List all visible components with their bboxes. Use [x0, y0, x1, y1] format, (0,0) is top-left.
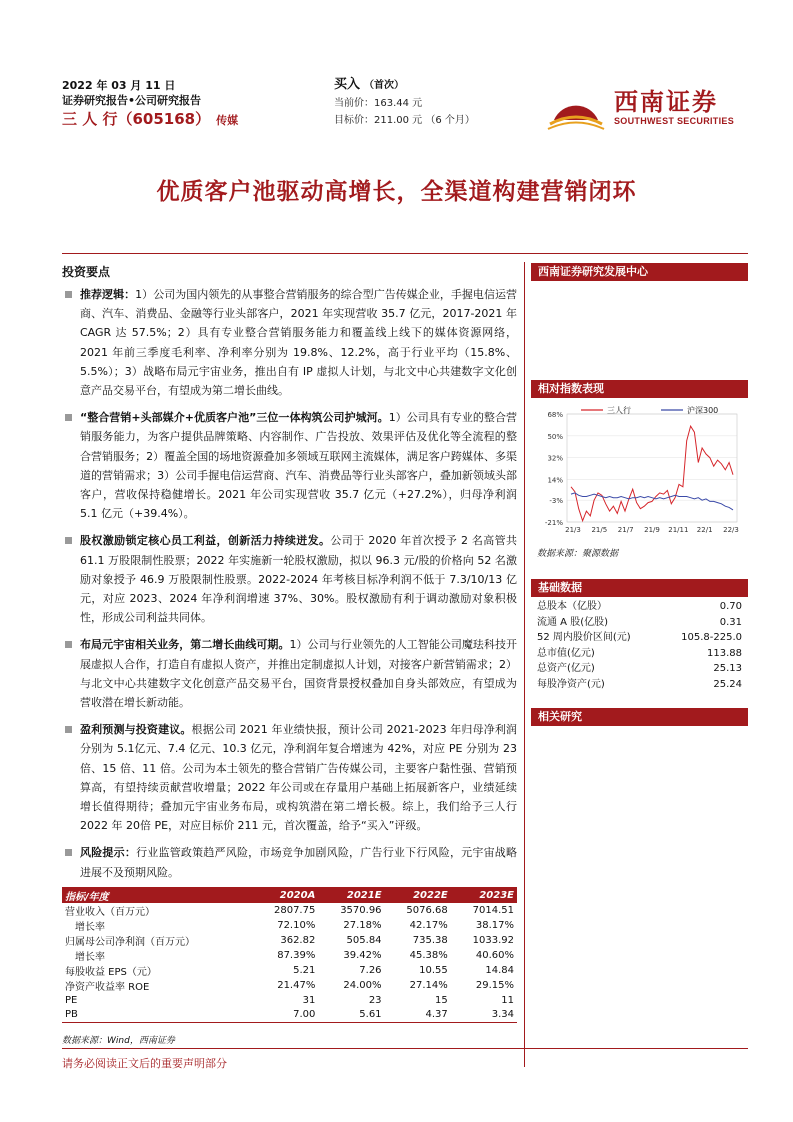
- list-item: [537, 599, 742, 615]
- bullet-body: 1）公司与行业领先的人工智能公司魔珐科技开展虚拟人合作，打造自有虚拟人资产，并推出定制虚拟人计划，对接客户新营销需求；2）与北文中心共建数字文化创意产品交易平台，国资背景授权叠加自身头部效应，有望成为营收潜在增长新动能。: [80, 638, 518, 710]
- table-cell: 38.17%: [475, 920, 514, 931]
- table-cell: 5076.68: [406, 905, 448, 916]
- basic-label: 总资产(亿元): [537, 663, 595, 675]
- table-row: [62, 948, 517, 963]
- bullet-marker-icon: [65, 849, 72, 856]
- list-item: [537, 630, 742, 646]
- title-divider: [62, 253, 748, 254]
- table-header-cell: 2020A: [252, 887, 318, 903]
- bullet-body: 公司于 2020 年首次授予 2 名高管共 61.1 万股限制性股票；2022 年实施新一轮股权激励，拟以 96.3 元/股的价格向 52 名激励对象授予 46.9 万股限制性股票。2022-2024 年考核目标净利润不低于 7.3/10/13 亿元，对应 2023、2024 年净利润增速 37%、30%。股权激励有利于调动激励对象积极性，形成公司利益共同体。: [80, 534, 518, 625]
- table-cell: 7.00: [252, 1008, 318, 1023]
- table-row: [62, 903, 517, 918]
- chart-svg: [531, 400, 748, 540]
- bullet-body: 根据公司 2021 年业绩快报，预计公司 2021-2023 年归母净利润分别为 5.1亿元、7.4 亿元、10.3 亿元，净利润年复合增速为 42%，对应 PE 分别为 23 倍、15 倍、11 倍。公司为本土领先的整合营销广告传媒公司，主要客户黏性强、营销预算高，有望持续贡献营收增量；2022 年公司或在存量用户基础上拓展新客户，业绩延续增长值得期待；叠加元宇宙业务布局，或构筑潜在第二增长极。综上，我们给予三人行 2022 年 20倍 PE，对应目标价 211 元，首次覆盖，给予“买入”评级。: [80, 723, 518, 833]
- table-cell: 3570.96: [340, 905, 382, 916]
- basic-label: 52 周内股价区间(元): [537, 632, 631, 644]
- footer-divider: [62, 1048, 748, 1049]
- list-item: [537, 661, 742, 677]
- bullet-moat: [62, 408, 517, 523]
- basic-value: 105.8-225.0: [681, 632, 742, 644]
- basic-value: 0.31: [719, 616, 742, 628]
- legend-label: 沪深300: [687, 406, 719, 415]
- table-cell: 3.34: [451, 1008, 517, 1023]
- table-row: [62, 1008, 517, 1023]
- page-title: 优质客户池驱动高增长，全渠道构建营销闭环: [156, 179, 637, 205]
- basic-data-list: [537, 599, 742, 693]
- table-cell: 42.17%: [409, 920, 448, 931]
- key-points: [62, 285, 517, 890]
- bullet-forecast: [62, 720, 517, 835]
- bullet-marker-icon: [65, 414, 72, 421]
- legend-label: 三人行: [607, 406, 631, 415]
- bullet-equity-incentive: [62, 531, 517, 627]
- table-cell: 72.10%: [277, 920, 316, 931]
- table-cell: 1033.92: [472, 935, 514, 946]
- report-type: 证券研究报告•公司研究报告: [62, 94, 202, 107]
- table-cell: 4.37: [385, 1008, 451, 1023]
- bullet-risk: [62, 843, 517, 881]
- row-label: 营业收入（百万元）: [65, 907, 155, 918]
- table-cell: 23: [368, 994, 382, 1006]
- bullet-head: 风险提示：: [80, 846, 137, 860]
- logo-text-cn: 西南证券: [614, 87, 718, 116]
- table-cell: 87.39%: [277, 950, 316, 961]
- basic-label: 总市值(亿元): [537, 647, 595, 659]
- table-header-cell: 指标/年度: [62, 887, 252, 903]
- bullet-marker-icon: [65, 537, 72, 544]
- table-cell: 11: [501, 994, 514, 1006]
- y-tick-label: -21%: [544, 519, 563, 527]
- x-tick-label: 21/5: [591, 526, 608, 534]
- x-tick-label: 21/9: [644, 526, 660, 534]
- bullet-recommendation: [62, 285, 517, 400]
- y-tick-label: -3%: [549, 497, 563, 506]
- y-tick-label: 50%: [547, 432, 563, 441]
- table-cell: 31: [302, 994, 316, 1006]
- rating: [334, 76, 544, 95]
- rating-note: （首次）: [364, 80, 405, 91]
- bullet-metaverse: [62, 635, 517, 712]
- brand-logo: [546, 80, 746, 132]
- bullet-body: 1）公司为国内领先的从事整合营销服务的综合型广告传媒企业，手握电信运营商、汽车、消费品、金融等行业头部客户，2021 年实现营收 35.7 亿元，2017-2021 年 CAGR 达 57.5%；2）具有专业整合营销服务能力和覆盖线上线下的媒体资源网络，2021 年前三季度毛利率、净利率分别为 19.8%、12.2%，高于行业平均（15.8%、5.5%）；3）战略布局元宇宙业务，推出自有 IP 虚拟人计划，与北文中心共建数字文化创意产品交易平台，有望成为第二增长曲线。: [80, 288, 518, 398]
- industry-tag: 传媒: [216, 114, 239, 127]
- basic-label: 总股本（亿股）: [537, 601, 607, 612]
- basic-value: 25.13: [713, 663, 742, 675]
- table-cell: 14.84: [485, 965, 514, 976]
- chart-heading-bar: 相对指数表现: [531, 380, 748, 398]
- rating-label: 买入: [334, 77, 361, 92]
- table-header-cell: 2022E: [385, 887, 451, 903]
- bullet-body: 1）公司具有专业的整合营销服务能力，为客户提供品牌策略、内容制作、广告投放、效果评估及优化等全流程的整合营销服务；2）覆盖全国的场地资源叠加多领域互联网主流媒体，满足客户跨媒体、多渠道的营销需求；3）公司手握电信运营商、汽车、消费品等行业头部客户，叠加新领域头部客户，营收保持稳健增长。2021 年公司实现营收 35.7 亿元（+27.2%），归母净利润 5.1 亿元（+39.4%）。: [80, 411, 517, 521]
- table-cell: 7.26: [359, 965, 382, 976]
- table-cell: 39.42%: [343, 950, 382, 961]
- logo-text-en: SOUTHWEST SECURITIES: [614, 116, 735, 126]
- table-cell: 5.61: [318, 1008, 384, 1023]
- current-price: 当前价：163.44 元: [334, 98, 423, 109]
- row-label: PB: [62, 1008, 252, 1023]
- report-meta: [62, 78, 322, 132]
- rating-block: [334, 76, 544, 129]
- section-heading: 投资要点: [62, 265, 111, 279]
- row-label: 每股收益 EPS（元）: [65, 967, 157, 978]
- row-label: 归属母公司净利润（百万元）: [65, 937, 195, 948]
- company-line: [62, 108, 322, 132]
- list-item: [537, 615, 742, 631]
- table-row: [62, 993, 517, 1008]
- series-line-stock: [571, 426, 733, 521]
- table-header-row: [62, 887, 517, 903]
- bullet-marker-icon: [65, 291, 72, 298]
- report-date: 2022 年 03 月 11 日: [62, 79, 176, 92]
- table-cell: 24.00%: [343, 980, 382, 991]
- bullet-head: 布局元宇宙相关业务，第二增长曲线可期。: [80, 638, 290, 652]
- target-price: 目标价：211.00 元 （6 个月）: [334, 115, 475, 126]
- basic-value: 25.24: [713, 678, 742, 690]
- logo-emblem-icon: [546, 80, 606, 132]
- table-cell: 10.55: [419, 965, 448, 976]
- table-cell: 7014.51: [472, 905, 514, 916]
- x-tick-label: 22/1: [696, 526, 713, 534]
- bullet-marker-icon: [65, 641, 72, 648]
- table-cell: 2807.75: [273, 905, 316, 916]
- basic-label: 每股净资产(元): [537, 678, 605, 690]
- x-tick-label: 22/3: [723, 526, 739, 534]
- y-tick-label: 14%: [547, 476, 563, 485]
- table-cell: 27.18%: [343, 920, 382, 931]
- bullet-head: 盈利预测与投资建议。: [80, 723, 192, 737]
- basic-label: 流通 A 股(亿股): [537, 616, 609, 628]
- financial-forecast-table: [62, 887, 517, 1023]
- table-cell: 21.47%: [277, 980, 316, 991]
- row-label: 净资产收益率 ROE: [65, 982, 150, 993]
- footer-disclaimer: 请务必阅读正文后的重要声明部分: [62, 1057, 227, 1070]
- bullet-head: 股权激励锁定核心员工利益，创新活力持续迸发。: [80, 534, 331, 548]
- row-label: PE: [65, 994, 78, 1006]
- table-cell: 27.14%: [409, 980, 448, 991]
- table-source-note: 数据来源：Wind，西南证券: [62, 1036, 175, 1046]
- table-cell: 5.21: [293, 965, 316, 976]
- list-item: [537, 646, 742, 662]
- row-label: 增长率: [75, 922, 105, 933]
- table-header-cell: 2021E: [318, 887, 384, 903]
- table-row: [62, 933, 517, 948]
- research-center-bar: 西南证券研究发展中心: [531, 263, 748, 281]
- table-row: [62, 918, 517, 933]
- x-tick-label: 21/7: [617, 526, 634, 534]
- row-label: 增长率: [75, 952, 105, 963]
- bullet-marker-icon: [65, 726, 72, 733]
- basic-value: 0.70: [719, 601, 742, 612]
- table-cell: 45.38%: [409, 950, 448, 961]
- table-cell: 15: [435, 994, 448, 1006]
- table-cell: 40.60%: [475, 950, 514, 961]
- table-cell: 362.82: [280, 935, 316, 946]
- table-header-cell: 2023E: [451, 887, 517, 903]
- table-cell: 29.15%: [475, 980, 514, 991]
- basic-value: 113.88: [707, 647, 742, 659]
- bullet-head: “整合营销+头部媒介+优质客户池”三位一体构筑公司护城河。: [80, 411, 389, 425]
- company-name: 三 人 行（605168）: [62, 110, 211, 128]
- x-tick-label: 21/11: [668, 526, 689, 534]
- list-item: [537, 677, 742, 693]
- chart-source-note: 数据来源：聚源数据: [537, 549, 619, 559]
- related-research-bar: 相关研究: [531, 708, 748, 726]
- x-tick-label: 21/3: [565, 526, 581, 534]
- basic-data-bar: 基础数据: [531, 579, 748, 597]
- table-row: [62, 978, 517, 993]
- y-tick-label: 32%: [547, 454, 563, 463]
- bullet-head: 推荐逻辑：: [80, 288, 136, 301]
- table-row: [62, 963, 517, 978]
- table-cell: 505.84: [346, 935, 382, 946]
- bullet-body: 行业监管政策趋严风险，市场竞争加剧风险，广告行业下行风险，元宇宙战略进展不及预期风险。: [80, 846, 518, 879]
- y-tick-label: 68%: [547, 411, 563, 419]
- relative-index-chart: [531, 400, 748, 540]
- table-cell: 735.38: [412, 935, 448, 946]
- column-divider: [524, 262, 525, 1067]
